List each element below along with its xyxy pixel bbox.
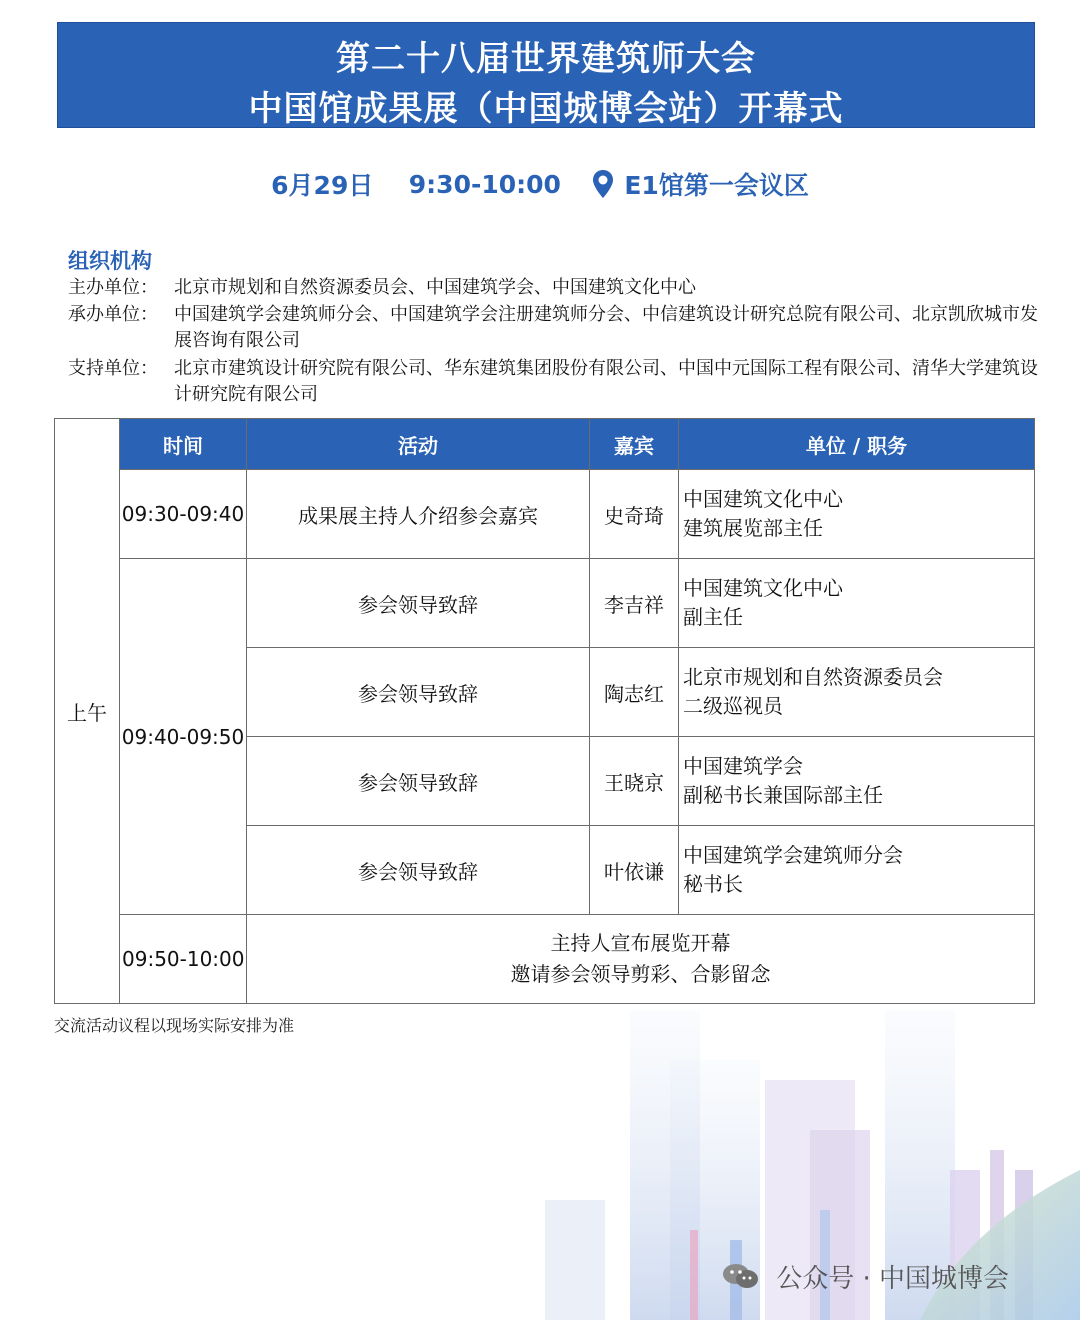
activity-cell: 参会领导致辞 — [247, 559, 590, 648]
table-row — [55, 915, 1035, 1004]
guest-cell: 李吉祥 — [590, 559, 679, 648]
guest-cell: 史奇琦 — [590, 470, 679, 559]
activity-cell: 参会领导致辞 — [247, 826, 590, 915]
header-activity: 活动 — [247, 419, 590, 470]
org-label: 支持单位： — [68, 358, 158, 379]
header-time: 时间 — [120, 419, 247, 470]
activity-cell: 成果展主持人介绍参会嘉宾 — [247, 470, 590, 559]
activity-cell: 参会领导致辞 — [247, 737, 590, 826]
event-date: 6月29日 — [271, 171, 374, 200]
banner-title-line2: 中国馆成果展（中国城博会站）开幕式 — [248, 89, 844, 129]
org-text: 北京市规划和自然资源委员会、中国建筑学会、中国建筑文化中心 — [174, 277, 696, 298]
header-guest: 嘉宾 — [590, 419, 679, 470]
unit-cell — [679, 559, 1035, 648]
unit-title: 副主任 — [683, 605, 743, 629]
session-cell: 上午 — [55, 419, 120, 1004]
event-time: 9:30-10:00 — [408, 169, 561, 199]
unit-title: 建筑展览部主任 — [683, 516, 823, 540]
location-pin-icon — [592, 169, 614, 199]
unit-name: 中国建筑学会建筑师分会 — [683, 843, 903, 867]
table-row — [55, 559, 1035, 648]
organization-heading: 组织机构 — [68, 249, 152, 273]
event-info — [0, 166, 1080, 202]
time-cell: 09:30-09:40 — [120, 470, 247, 559]
table-row — [55, 470, 1035, 559]
schedule-table — [54, 418, 1035, 1004]
watermark-text: 公众号 · 中国城博会 — [776, 1264, 1010, 1294]
guest-cell: 叶依谦 — [590, 826, 679, 915]
unit-title: 秘书长 — [683, 872, 743, 896]
unit-name: 北京市规划和自然资源委员会 — [683, 665, 943, 689]
org-text: 北京市建筑设计研究院有限公司、华东建筑集团股份有限公司、中国中元国际工程有限公司、清华大学建筑设计研究院有限公司 — [174, 358, 1038, 405]
org-text: 中国建筑学会建筑师分会、中国建筑学会注册建筑师分会、中信建筑设计研究总院有限公司、北京凯欣城市发展咨询有限公司 — [174, 304, 1038, 351]
wechat-icon — [722, 1262, 760, 1297]
org-label: 主办单位： — [68, 277, 158, 298]
header-unit: 单位 / 职务 — [679, 419, 1035, 470]
unit-cell — [679, 470, 1035, 559]
activity-cell: 参会领导致辞 — [247, 648, 590, 737]
title-banner — [57, 22, 1035, 128]
unit-name: 中国建筑文化中心 — [683, 487, 843, 511]
closing-cell — [247, 915, 1035, 1004]
time-cell: 09:40-09:50 — [120, 559, 247, 915]
guest-cell: 陶志红 — [590, 648, 679, 737]
time-cell: 09:50-10:00 — [120, 915, 247, 1004]
event-location: E1馆第一会议区 — [624, 171, 809, 200]
unit-cell — [679, 826, 1035, 915]
guest-cell: 王晓京 — [590, 737, 679, 826]
org-label: 承办单位： — [68, 304, 158, 325]
watermark — [722, 1258, 1009, 1297]
unit-name: 中国建筑学会 — [683, 754, 803, 778]
unit-title: 副秘书长兼国际部主任 — [683, 783, 883, 807]
unit-cell — [679, 648, 1035, 737]
footnote: 交流活动议程以现场实际安排为准 — [54, 1016, 295, 1035]
closing-line1: 主持人宣布展览开幕 — [550, 931, 731, 955]
table-header-row — [55, 419, 1035, 470]
unit-cell — [679, 737, 1035, 826]
unit-title: 二级巡视员 — [683, 694, 783, 718]
closing-line2: 邀请参会领导剪彩、合影留念 — [510, 962, 771, 986]
banner-title-line1: 第二十八届世界建筑师大会 — [336, 39, 756, 79]
unit-name: 中国建筑文化中心 — [683, 576, 843, 600]
